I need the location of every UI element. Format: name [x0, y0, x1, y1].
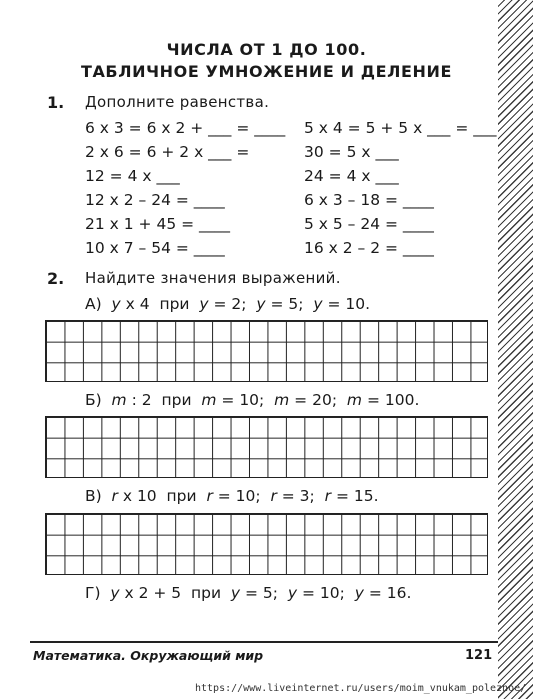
expression-b [85, 391, 419, 409]
equation-right-4: 6 x 3 – 18 = ____ [304, 191, 434, 209]
equation-left-5: 21 x 1 + 45 = ____ [85, 215, 231, 233]
variable: y [287, 584, 298, 602]
variable: r [111, 487, 118, 505]
operation: : 2 [126, 391, 152, 409]
operation: x 4 [120, 295, 150, 313]
value: = 10. [322, 295, 371, 313]
expression-a [85, 295, 370, 313]
footer-divider [30, 641, 498, 643]
variable: m [201, 391, 217, 409]
page-number: 121 [465, 648, 493, 663]
answer-grid-b[interactable] [45, 416, 488, 478]
operation: x 10 [117, 487, 157, 505]
when-word: при [159, 295, 190, 313]
answer-grid-a[interactable] [45, 320, 488, 382]
task2-text: Найдите значения выражений. [85, 269, 341, 287]
value: = 10; [297, 584, 345, 602]
answer-grid-c[interactable] [45, 513, 488, 575]
equation-left-6: 10 x 7 – 54 = ____ [85, 239, 225, 257]
expression-d [85, 584, 411, 602]
page-title-line2: ТАБЛИЧНОЕ УМНОЖЕНИЕ И ДЕЛЕНИЕ [80, 62, 453, 81]
equation-left-2: 2 x 6 = 6 + 2 x ___ = [85, 143, 250, 161]
variable: y [313, 295, 323, 313]
variable: y [256, 295, 266, 313]
equation-right-6: 16 x 2 – 2 = ____ [304, 239, 434, 257]
expression-c [85, 487, 379, 505]
task1-number: 1. [47, 93, 65, 112]
variable: y [110, 584, 120, 602]
equation-left-3: 12 = 4 x ___ [85, 167, 180, 185]
value: = 3; [276, 487, 315, 505]
equation-left-1: 6 x 3 = 6 x 2 + ___ = ____ [85, 119, 286, 137]
variable: y [111, 295, 121, 313]
value: = 20; [289, 391, 338, 409]
expression-b-label: Б) [85, 391, 102, 409]
value: = 10; [216, 391, 265, 409]
page-title-line1: ЧИСЛА ОТ 1 ДО 100. [166, 40, 367, 59]
variable: y [199, 295, 209, 313]
expression-c-label: В) [85, 487, 102, 505]
value: = 15. [331, 487, 379, 505]
equation-right-3: 24 = 4 x ___ [304, 167, 399, 185]
when-word: при [161, 391, 192, 409]
variable: m [346, 391, 363, 409]
variable: r [270, 487, 277, 505]
value: = 100. [362, 391, 420, 409]
decorative-hatch-border [498, 0, 533, 699]
task1-text: Дополните равенства. [85, 93, 270, 111]
value: = 5; [240, 584, 279, 602]
variable: r [206, 487, 213, 505]
when-word: при [191, 584, 222, 602]
when-word: при [166, 487, 197, 505]
footer-subject: Математика. Окружающий мир [33, 648, 264, 663]
equation-left-4: 12 x 2 – 24 = ____ [85, 191, 225, 209]
expression-a-label: А) [85, 295, 102, 313]
watermark-url: https://www.liveinternet.ru/users/moim_vnukam_poleznoe/ [195, 683, 527, 694]
value: = 5; [265, 295, 304, 313]
value: = 16. [363, 584, 412, 602]
equation-right-2: 30 = 5 x ___ [304, 143, 399, 161]
variable: r [324, 487, 332, 505]
variable: y [354, 584, 364, 602]
operation: x 2 + 5 [119, 584, 182, 602]
equation-right-1: 5 x 4 = 5 + 5 x ___ = ___ [304, 119, 497, 137]
variable: m [111, 391, 127, 409]
value: = 10; [212, 487, 261, 505]
equation-right-5: 5 x 5 – 24 = ____ [304, 215, 434, 233]
expression-d-label: Г) [85, 584, 101, 602]
task2-number: 2. [47, 269, 65, 288]
variable: m [274, 391, 290, 409]
variable: y [230, 584, 241, 602]
value: = 2; [208, 295, 247, 313]
